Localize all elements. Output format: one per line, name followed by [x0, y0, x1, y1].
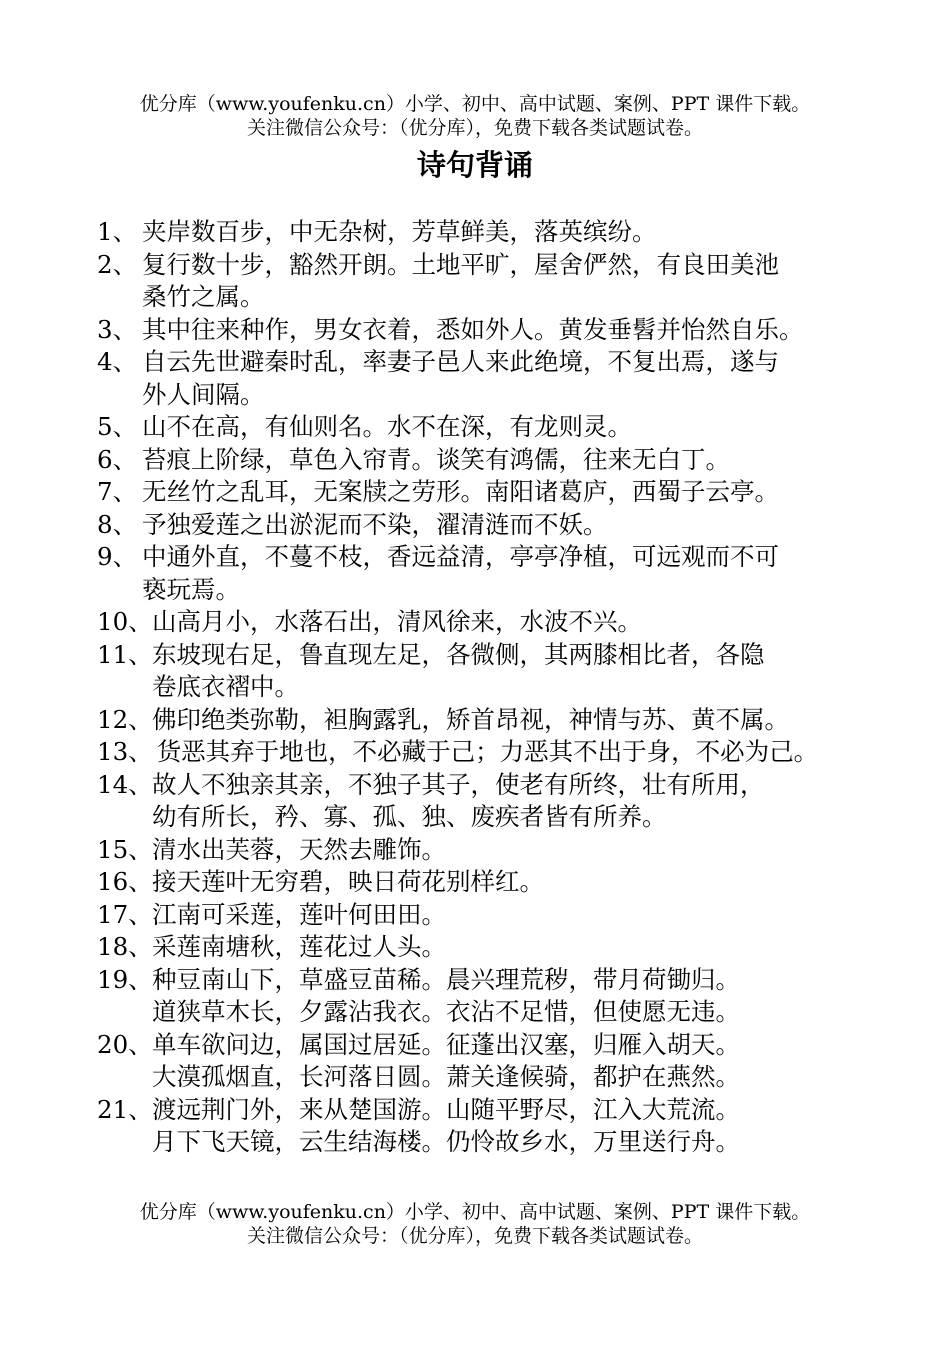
verse-item	[97, 541, 877, 606]
verse-item	[97, 249, 877, 314]
verse-line: 幼有所长，矜、寡、孤、独、废疾者皆有所养。	[152, 802, 667, 831]
footer-banner	[0, 1200, 950, 1248]
verse-line: 予独爱莲之出淤泥而不染，濯清涟而不妖。	[142, 509, 608, 539]
verse-item	[97, 411, 877, 444]
verse-line: 苔痕上阶绿，草色入帘青。谈笑有鸿儒，往来无白丁。	[142, 444, 730, 474]
verse-line: 月下飞天镜，云生结海楼。仍怜故乡水，万里送行舟。	[152, 1127, 740, 1156]
verse-number: 7、	[97, 477, 138, 506]
verse-number: 18、	[97, 932, 153, 961]
verse-number: 16、	[97, 867, 153, 896]
verse-number: 8、	[97, 509, 138, 539]
verse-number: 13、	[97, 737, 153, 766]
verse-line: 单车欲问边，属国过居延。征蓬出汉塞，归雁入胡天。	[152, 1029, 740, 1059]
verse-line: 己。	[769, 737, 819, 766]
verse-line: 山不在高，有仙则名。水不在深，有龙则灵。	[142, 412, 632, 441]
verse-number: 12、	[97, 704, 153, 734]
verse-list	[97, 216, 877, 1159]
header-line-1: 优分库（www.youfenku.cn）小学、初中、高中试题、案例、PPT 课件下载。	[139, 93, 811, 115]
verse-item	[97, 769, 877, 834]
verse-number: 15、	[97, 834, 153, 864]
verse-item	[97, 834, 877, 867]
header-line-2: 关注微信公众号：（优分库），免费下载各类试题试卷。	[246, 117, 703, 139]
verse-item	[97, 216, 877, 249]
verse-line: 复行数十步，豁然开朗。土地平旷，屋舍俨然，有良田美池	[142, 249, 779, 279]
verse-number: 3、	[97, 314, 138, 344]
verse-line: 采莲南塘秋，莲花过人头。	[152, 932, 446, 961]
verse-item	[97, 444, 877, 477]
verse-number: 5、	[97, 412, 138, 441]
verse-line: 山高月小，水落石出，清风徐来，水波不兴。	[152, 607, 642, 636]
verse-item	[97, 314, 877, 347]
verse-item	[97, 866, 877, 899]
verse-line: 故人不独亲其亲，不独子其子，使老有所终，壮有所用，	[152, 769, 765, 799]
verse-line: 其中往来种作，男女衣着，悉如外人。黄发垂髫并怡然自乐。	[142, 314, 804, 344]
verse-number: 4、	[97, 347, 138, 376]
verse-line: 外人间隔。	[142, 379, 265, 409]
verse-item	[97, 639, 877, 704]
verse-number: 6、	[97, 444, 138, 474]
verse-item	[97, 964, 877, 1029]
verse-line: 夹岸数百步，中无杂树，芳草鲜美，落英缤纷。	[142, 217, 657, 246]
verse-line: 货恶其弃于地也，不必藏于己；力恶其不出于身，不必为	[156, 737, 770, 766]
verse-line: 桑竹之属。	[142, 282, 265, 311]
verse-line: 无丝竹之乱耳，无案牍之劳形。南阳诸葛庐，西蜀子云亭。	[142, 477, 779, 506]
verse-line: 卷底衣褶中。	[152, 672, 299, 701]
verse-item	[97, 1094, 877, 1159]
verse-item	[97, 476, 877, 509]
header-banner	[0, 92, 950, 140]
footer-line-2: 关注微信公众号：（优分库），免费下载各类试题试卷。	[246, 1225, 703, 1247]
verse-item	[97, 704, 877, 737]
verse-line: 自云先世避秦时乱，率妻子邑人来此绝境，不复出焉，遂与	[142, 347, 779, 376]
verse-line: 佛印绝类弥勒，袒胸露乳，矫首昂视，神情与苏、黄不属。	[152, 704, 789, 734]
verse-number: 1、	[97, 217, 138, 246]
verse-line: 亵玩焉。	[142, 574, 240, 604]
verse-item	[97, 509, 877, 542]
verse-line: 种豆南山下，草盛豆苗稀。晨兴理荒秽，带月荷锄归。	[152, 964, 740, 994]
verse-item	[97, 931, 877, 964]
verse-line: 清水出芙蓉，天然去雕饰。	[152, 834, 446, 864]
verse-number: 2、	[97, 249, 138, 279]
verse-item	[97, 736, 877, 769]
verse-number: 10、	[97, 607, 153, 636]
verse-item	[97, 606, 877, 639]
verse-item	[97, 1029, 877, 1094]
page-title: 诗句背诵	[416, 148, 533, 182]
verse-number: 21、	[97, 1094, 153, 1124]
verse-number: 14、	[97, 769, 153, 799]
verse-number: 20、	[97, 1029, 153, 1059]
verse-number: 11、	[97, 639, 153, 669]
verse-item	[97, 346, 877, 411]
verse-number: 9、	[97, 542, 138, 571]
verse-number: 17、	[97, 899, 153, 929]
verse-line: 道狭草木长，夕露沾我衣。衣沾不足惜，但使愿无违。	[152, 997, 740, 1026]
verse-line: 中通外直，不蔓不枝，香远益清，亭亭净植，可远观而不可	[142, 542, 779, 571]
verse-item	[97, 899, 877, 932]
verse-line: 接天莲叶无穷碧，映日荷花别样红。	[152, 867, 544, 896]
footer-line-1: 优分库（www.youfenku.cn）小学、初中、高中试题、案例、PPT 课件下载。	[139, 1201, 811, 1223]
verse-number: 19、	[97, 964, 153, 994]
verse-line: 渡远荆门外，来从楚国游。山随平野尽，江入大荒流。	[152, 1094, 740, 1124]
verse-line: 江南可采莲，莲叶何田田。	[152, 899, 446, 929]
verse-line: 大漠孤烟直，长河落日圆。萧关逢候骑，都护在燕然。	[152, 1062, 740, 1091]
verse-line: 东坡现右足，鲁直现左足，各微侧，其两膝相比者，各隐	[152, 639, 765, 669]
